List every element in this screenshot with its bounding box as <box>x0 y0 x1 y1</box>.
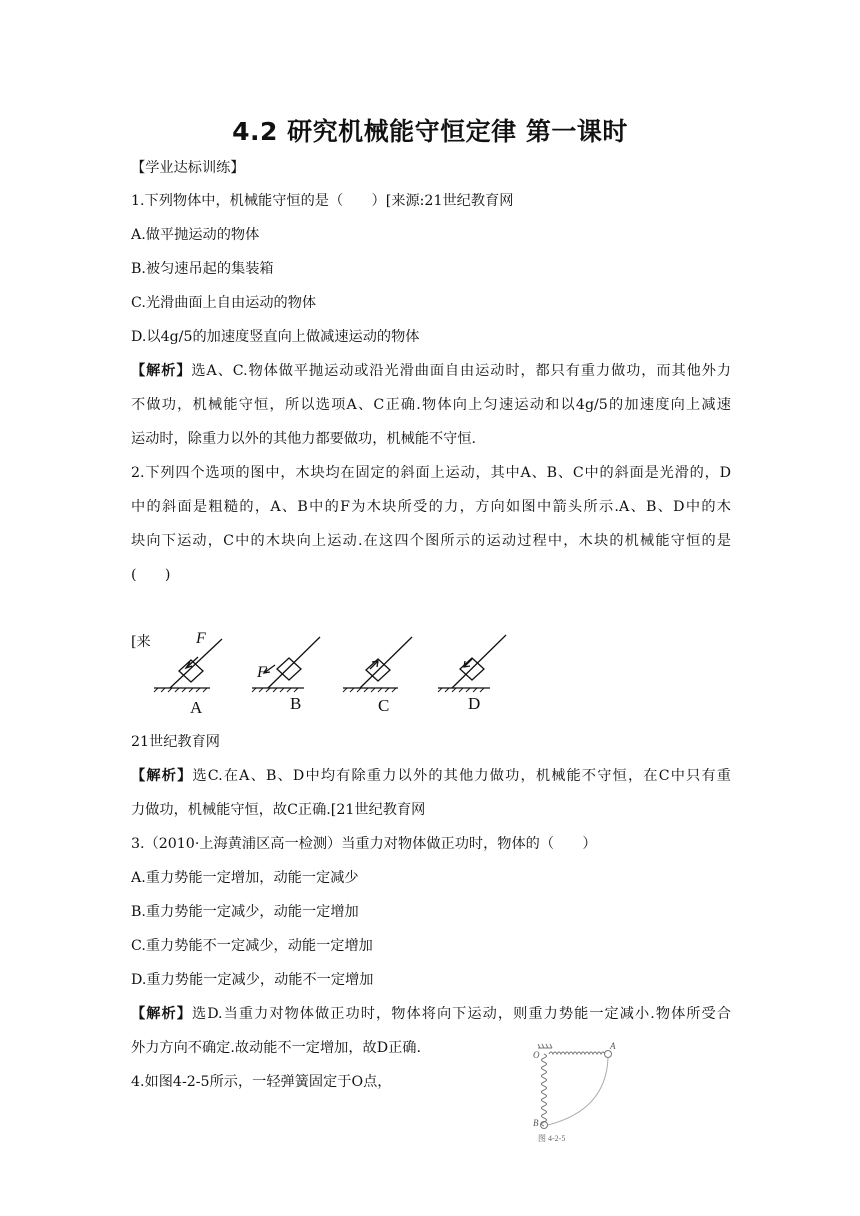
q3-analysis-line-2: 外力方向不确定.故动能不一定增加，故D正确. <box>131 1040 421 1056</box>
spring-pendulum-figure <box>530 1040 625 1145</box>
panel-label-a: A <box>190 698 203 717</box>
spring-horizontal <box>549 1052 605 1054</box>
figure-caption: 图 4-2-5 <box>538 1134 566 1143</box>
q2-analysis-line-2: 力做功，机械能守恒，故C正确.[21世纪教育网 <box>131 802 426 818</box>
q1-option-a: A.做平抛运动的物体 <box>131 227 260 243</box>
point-a-label: A <box>610 1041 616 1051</box>
q1-option-c: C.光滑曲面上自由运动的物体 <box>131 295 317 311</box>
q1-analysis-line-2: 不做功，机械能守恒，所以选项A、C正确.物体向上匀速运动和以4g/5的加速度向上减速 <box>131 397 731 413</box>
spring-vertical <box>542 1054 547 1126</box>
force-label-b: F <box>257 664 267 681</box>
q3-option-b: B.重力势能一定减少，动能一定增加 <box>131 904 359 920</box>
q1-option-b: B.被匀速吊起的集装箱 <box>131 261 274 277</box>
q1-option-d: D.以4g/5的加速度竖直向上做减速运动的物体 <box>131 329 420 345</box>
inclined-planes-figure <box>150 625 520 717</box>
trajectory-arc <box>548 1058 608 1125</box>
point-o-label: O <box>533 1050 540 1060</box>
force-label-a: F <box>196 630 206 647</box>
panel-label-b: B <box>290 694 302 713</box>
q1-analysis-line-1: 【解析】选A、C.物体做平抛运动或沿光滑曲面自由运动时，都只有重力做功，而其他外力 <box>131 363 731 379</box>
q1-stem: 1.下列物体中，机械能守恒的是（ ）[来源:21世纪教育网 <box>131 193 514 209</box>
ball-a <box>605 1051 612 1058</box>
page-title: 4.2 研究机械能守恒定律 第一课时 <box>232 117 628 146</box>
incline-panel-d <box>438 635 506 692</box>
q3-option-d: D.重力势能一定减少，动能不一定增加 <box>131 972 374 988</box>
q2-source-text: 21世纪教育网 <box>131 734 220 750</box>
analysis-label: 【解析】 <box>131 363 192 379</box>
analysis-label: 【解析】 <box>131 1006 192 1022</box>
q2-stem-line-4: ( ) <box>131 567 171 583</box>
q2-stem-line-3: 块向下运动，C中的木块向上运动.在这四个图所示的运动过程中，木块的机械能守恒的是 <box>131 533 731 549</box>
point-b-label: B <box>533 1118 539 1128</box>
q2-stem-line-1: 2.下列四个选项的图中，木块均在固定的斜面上运动，其中A、B、C中的斜面是光滑的，D <box>131 465 731 481</box>
analysis-label: 【解析】 <box>131 768 193 784</box>
q3-option-a: A.重力势能一定增加，动能一定减少 <box>131 870 359 886</box>
figure-prefix-text: [来 <box>131 634 151 650</box>
q2-stem-line-2: 中的斜面是粗糙的，A、B中的F为木块所受的力，方向如图中箭头所示.A、B、D中的木 <box>131 499 731 515</box>
q3-analysis-line-1: 【解析】选D.当重力对物体做正功时，物体将向下运动，则重力势能一定减小.物体所受合 <box>131 1006 731 1022</box>
panel-label-c: C <box>378 696 390 715</box>
panel-label-d: D <box>468 694 481 713</box>
q4-stem: 4.如图4-2-5所示，一轻弹簧固定于O点， <box>131 1074 392 1090</box>
incline-panel-a <box>154 639 222 692</box>
incline-panel-c <box>343 637 412 692</box>
section-heading: 【学业达标训练】 <box>131 160 245 176</box>
q3-option-c: C.重力势能不一定减少，动能一定增加 <box>131 938 373 954</box>
q2-analysis-line-1: 【解析】选C.在A、B、D中均有除重力以外的其他力做功，机械能不守恒，在C中只有重 <box>131 768 731 784</box>
q3-stem: 3.（2010·上海黄浦区高一检测）当重力对物体做正功时，物体的（ ） <box>131 836 597 852</box>
q1-analysis-line-3: 运动时，除重力以外的其他力都要做功，机械能不守恒. <box>131 431 477 447</box>
